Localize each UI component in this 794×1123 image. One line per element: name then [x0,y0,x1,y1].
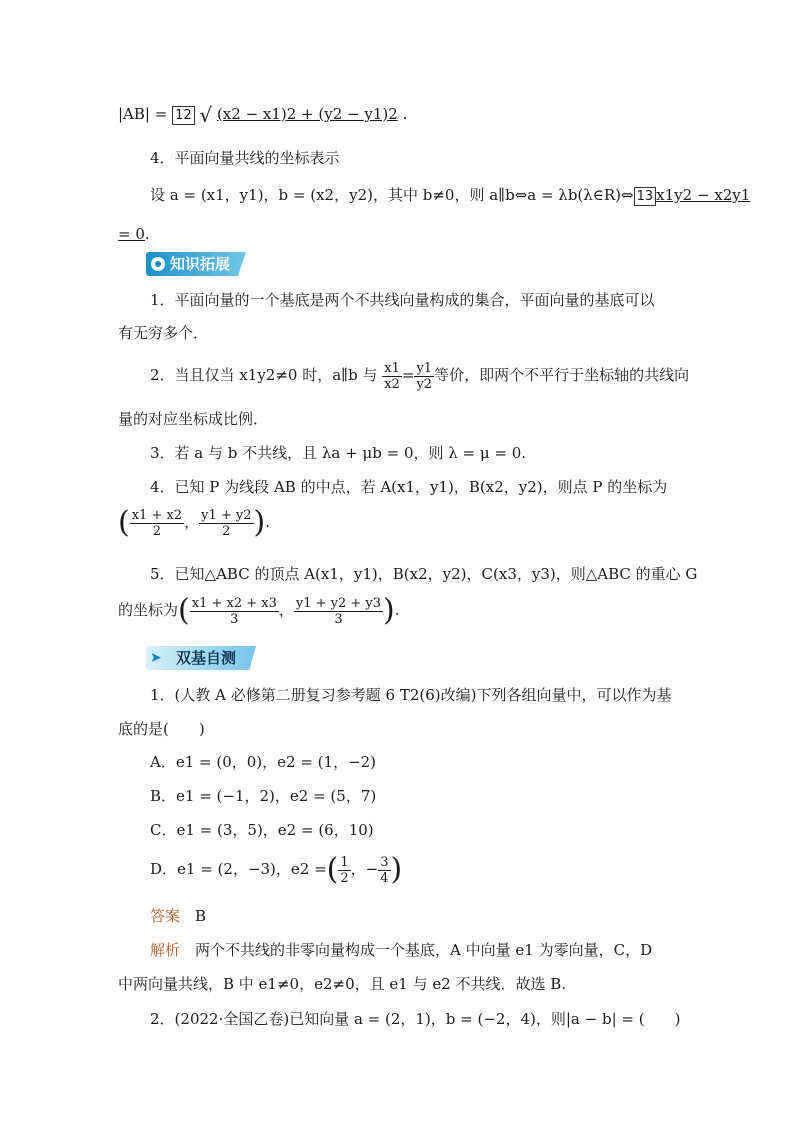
centroid-coordinates: 的坐标为( $\frac{x1 + x2 + x3}{3}$ ， $\frac{y1 + y2 + y3}{3}$ ). [118,593,400,628]
magnitude-formula: |AB| = 12 √ (x2 − x1)2 + (y2 − y1)2 . [118,103,408,127]
chevron-right-icon: ➤ [150,650,162,666]
section-4-heading: 4．平面向量共线的坐标表示 [150,149,340,167]
knowledge-p3: 3．若 a 与 b 不共线，且 λa + μb = 0，则 λ = μ = 0. [150,444,527,462]
explanation-line1: 解析 两个不共线的非零向量构成一个基底，A 中向量 e1 为零向量，C，D [150,941,653,959]
knowledge-p2: 2．当且仅当 x1y2≠0 时，a∥b 与 $\frac{x1}{x2}$ = $\frac{y1}{y2}$ 等价，即两个不平行于坐标轴的共线向 [150,360,690,392]
self-test-banner: ➤ 双基自测 [146,646,256,670]
section-4-line1: 设 a = (x1，y1)，b = (x2，y2)，其中 b≠0，则 a∥b⇔a = λb(λ∈R)⇔ 13 x1y2 − x2y1 [150,186,751,204]
fraction: $\frac{x1}{x2}$ [384,360,400,392]
explanation-line2: 中两向量共线，B 中 e1≠0，e2≠0，且 e1 与 e2 不共线．故选 B. [118,975,567,993]
fraction: $\frac{y1 + y2 + y3}{3}$ [295,595,382,627]
answer-line [150,905,720,927]
answer-value: B [195,907,207,925]
midpoint-coordinates: ( $\frac{x1 + x2}{2}$ ， $\frac{y1 + y2}{2}$ ). [118,505,270,540]
answer-box-number: 12 [172,106,195,125]
answer-label: 答案 [150,907,181,925]
option-b: B．e1 = (−1，2)，e2 = (5，7) [150,787,377,805]
fraction: $\frac{y1 + y2}{2}$ [201,507,252,539]
question-2-stem: 2．(2022·全国乙卷)已知向量 a = (2，1)，b = (−2，4)，则|a − b| = ( ) [150,1010,681,1028]
fraction: $\frac{1}{2}$ [340,854,349,886]
magnitude-lhs: |AB| = [118,105,168,123]
fraction: $\frac{y1}{y2}$ [416,360,433,392]
knowledge-p4: 4．已知 P 为线段 AB 的中点，若 A(x1，y1)，B(x2，y2)，则点 P 的坐标为 [150,478,668,496]
fraction: $\frac{x1 + x2}{2}$ [131,507,183,539]
answer-box-number: 13 [634,187,657,206]
collinear-condition-answer: x1y2 − x2y1 [656,186,751,204]
option-c: C．e1 = (3，5)，e2 = (6，10) [150,821,374,839]
knowledge-banner: 知识拓展 [146,252,246,276]
option-a: A．e1 = (0，0)，e2 = (1，−2) [150,753,377,771]
magnitude-radicand: (x2 − x1)2 + (y2 − y1)2 [216,105,398,123]
option-d: D．e1 = (2，−3)，e2 =( $\frac{1}{2}$ ，− $\frac{3}{4}$ ) [150,852,403,887]
fraction: $\frac{x1 + x2 + x3}{3}$ [191,595,277,627]
question-1-stem: 1．(人教 A 必修第二册复习参考题 6 T2(6)改编)下列各组向量中，可以作为基 [150,686,672,704]
knowledge-p1: 1．平面向量的一个基底是两个不共线向量构成的集合，平面向量的基底可以 [150,291,655,309]
sqrt-icon: √ [199,103,213,127]
section-4-line2: = 0. [118,225,150,243]
explanation-label: 解析 [150,941,181,959]
knowledge-p5: 5．已知△ABC 的顶点 A(x1，y1)，B(x2，y2)，C(x3，y3)，则△ABC 的重心 G [150,565,698,583]
fraction: $\frac{3}{4}$ [380,854,389,886]
